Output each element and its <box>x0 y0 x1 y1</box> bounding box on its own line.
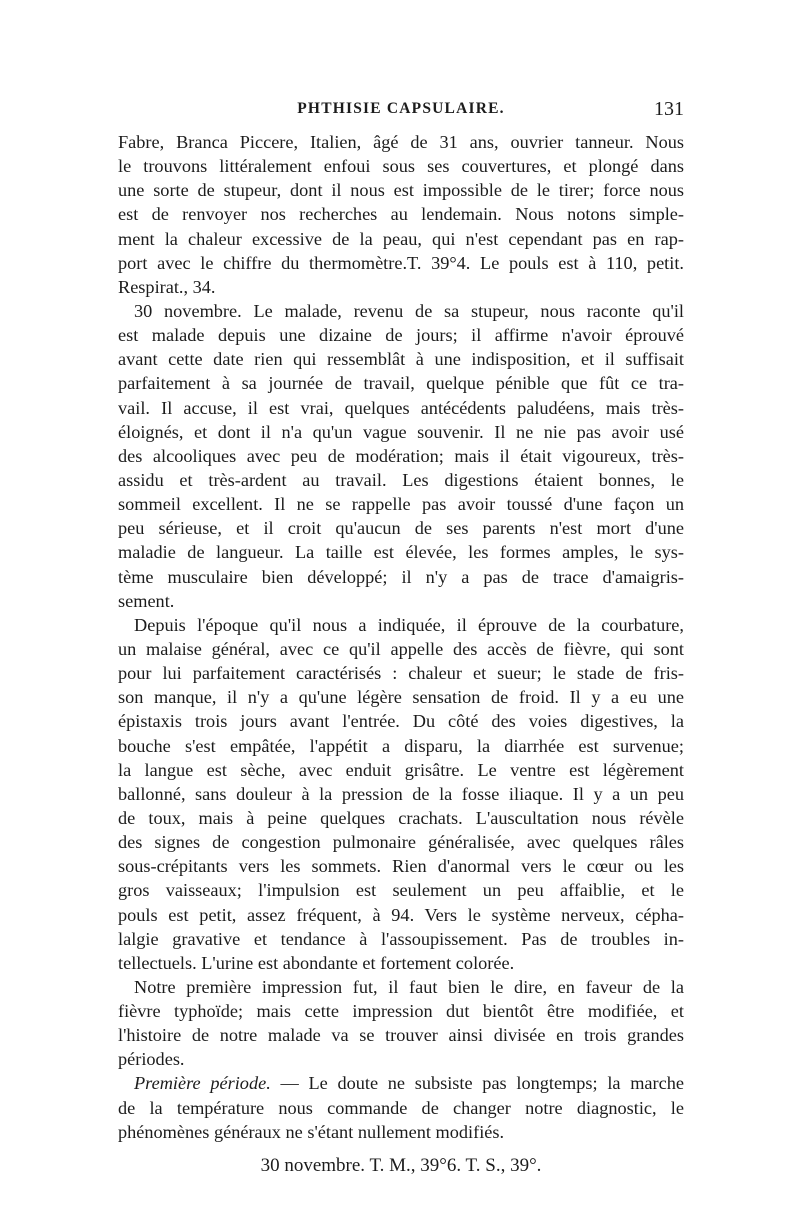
text-line: éloignés, et dont il n'a qu'un vague souvenir. Il ne nie pas avoir usé <box>118 421 684 442</box>
text-line: avant cette date rien qui ressemblât à une indisposition, et il suffisait <box>118 349 684 370</box>
text-line: épistaxis trois jours avant l'entrée. Du côté des voies digestives, la <box>118 711 684 732</box>
text-line: est de renvoyer nos recherches au lendemain. Nous notons simple- <box>118 204 684 225</box>
section-heading-continuation: — Le doute ne subsiste pas longtemps; la marche <box>270 1073 684 1094</box>
text-line: son manque, il n'y a qu'une légère sensation de froid. Il y a eu une <box>118 687 684 708</box>
text-line: gros vaisseaux; l'impulsion est seulement un peu affaiblie, et le <box>118 880 684 901</box>
text-line: le trouvons littéralement enfoui sous ses couvertures, et plongé dans <box>118 156 684 177</box>
text-line: est malade depuis une dizaine de jours; il affirme n'avoir éprouvé <box>118 325 684 346</box>
text-line: phénomènes généraux ne s'étant nullement modifiés. <box>118 1121 505 1142</box>
text-line: tellectuels. L'urine est abondante et fortement colorée. <box>118 952 515 973</box>
text-line: pour lui parfaitement caractérisés : chaleur et sueur; le stade de fris- <box>118 663 684 684</box>
text-line: port avec le chiffre du thermomètre.T. 39°4. Le pouls est à 110, petit. <box>118 252 684 273</box>
text-line: Notre première impression fut, il faut bien le dire, en faveur de la <box>134 976 684 997</box>
running-head <box>118 100 684 124</box>
text-line: parfaitement à sa journée de travail, quelque pénible que fût ce tra- <box>118 373 684 394</box>
text-line: une sorte de stupeur, dont il nous est impossible de le tirer; force nous <box>118 180 684 201</box>
text-line: sement. <box>118 590 175 611</box>
body-text <box>118 130 684 1178</box>
section-heading-line <box>118 1071 684 1095</box>
text-line: la langue est sèche, avec enduit grisâtre. Le ventre est légèrement <box>118 759 684 780</box>
text-line: l'histoire de notre malade va se trouver ainsi divisée en trois grandes <box>118 1025 684 1046</box>
text-line: sous-crépitants vers les sommets. Rien d'anormal vers le cœur ou les <box>118 856 684 877</box>
text-line: sommeil excellent. Il ne se rappelle pas avoir toussé d'une façon un <box>118 494 684 515</box>
text-line: des alcooliques avec peu de modération; mais il était vigoureux, très- <box>118 445 684 466</box>
page-number: 131 <box>654 98 684 120</box>
text-line: assidu et très-ardent au travail. Les digestions étaient bonnes, le <box>118 469 684 490</box>
text-line: un malaise général, avec ce qu'il appelle des accès de fièvre, qui sont <box>118 638 684 659</box>
text-line: pouls est petit, assez fréquent, à 94. Vers le système nerveux, cépha- <box>118 904 684 925</box>
text-line: bouche s'est empâtée, l'appétit a disparu, la diarrhée est survenue; <box>118 735 684 756</box>
text-line: de la température nous commande de changer notre diagnostic, le <box>118 1097 684 1118</box>
text-line: Respirat., 34. <box>118 276 216 297</box>
text-line: Fabre, Branca Piccere, Italien, âgé de 31 ans, ouvrier tanneur. Nous <box>118 132 684 152</box>
text-line: des signes de congestion pulmonaire généralisée, avec quelques râles <box>118 832 684 853</box>
text-line: périodes. <box>118 1049 185 1070</box>
text-line: 30 novembre. Le malade, revenu de sa stupeur, nous raconte qu'il <box>134 300 684 321</box>
text-line: de toux, mais à peine quelques crachats. L'auscultation nous révèle <box>118 807 684 828</box>
text-line: ballonné, sans douleur à la pression de la fosse iliaque. Il y a un peu <box>118 783 684 804</box>
text-line: ment la chaleur excessive de la peau, qui n'est cependant pas en rap- <box>118 228 684 249</box>
text-line: Depuis l'époque qu'il nous a indiquée, il éprouve de la courbature, <box>134 614 684 635</box>
text-line: lalgie gravative et tendance à l'assoupissement. Pas de troubles in- <box>118 928 684 949</box>
text-line: fièvre typhoïde; mais cette impression dut bientôt être modifiée, et <box>118 1001 684 1022</box>
text-line: tème musculaire bien développé; il n'y a pas de trace d'amaigris- <box>118 566 684 587</box>
text-line: vail. Il accuse, il est vrai, quelques antécédents paludéens, mais très- <box>118 397 684 418</box>
running-title: PHTHISIE CAPSULAIRE. <box>297 100 505 117</box>
text-line: maladie de langueur. La taille est élevée, les formes amples, le sys- <box>118 542 684 563</box>
text-line: peu sérieuse, et il croit qu'aucun de ses parents n'est mort d'une <box>118 518 684 539</box>
temperature-record: 30 novembre. T. M., 39°6. T. S., 39°. <box>260 1154 542 1176</box>
section-heading: Première période. <box>134 1073 271 1094</box>
